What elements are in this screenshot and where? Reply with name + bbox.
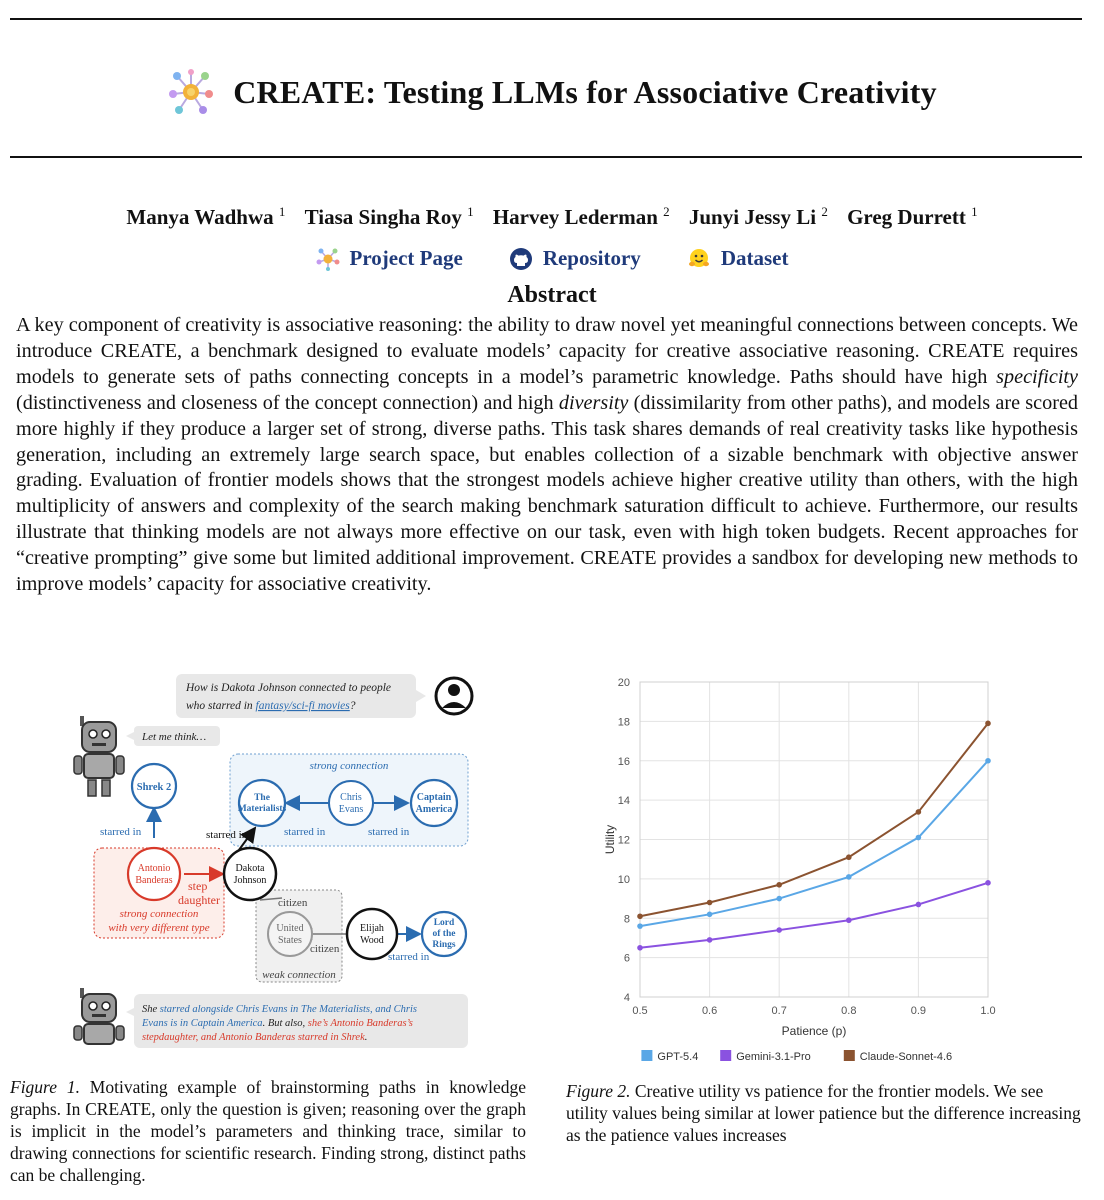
- author: [126, 205, 285, 229]
- project-page-label: Project Page: [349, 246, 463, 270]
- x-tick-label: 0.7: [771, 1005, 787, 1017]
- caption-text: Creative utility vs patience for the frontier models. We see utility values being similar at lower patience but the difference increasing as the patience values increases: [566, 1081, 1081, 1145]
- question-line-2: who starred in fantasy/sci-fi movies?: [186, 700, 356, 712]
- figure-1-knowledge-graph: [70, 650, 500, 1055]
- think-text: Let me think…: [142, 731, 207, 743]
- strong-connection-label: strong connection: [309, 760, 389, 772]
- svg-text:United: United: [276, 923, 304, 934]
- author-name: Harvey Lederman: [492, 205, 658, 229]
- affiliation-mark: 1: [971, 204, 978, 219]
- legend-swatch: [844, 1050, 855, 1061]
- robot-icon: [74, 988, 124, 1044]
- abstract-emphasis: specificity: [996, 365, 1078, 388]
- legend-label: GPT-5.4: [657, 1051, 699, 1062]
- svg-text:The: The: [254, 793, 270, 803]
- author-name: Tiasa Singha Roy: [304, 205, 462, 229]
- svg-text:Banderas: Banderas: [135, 875, 173, 886]
- legend-swatch: [641, 1050, 652, 1061]
- answer-line-1: She starred alongside Chris Evans in The Materialists, and Chris: [142, 1004, 417, 1015]
- y-tick-label: 12: [617, 834, 630, 847]
- abstract-segment: (dissimilarity from other paths), and models are scored more highly if they produce a larger set of strong, diverse paths. This task shares demands of real creativity tasks like hypothesis generation, including an extremely large search space, but enables collection of a sizable benchmark with objective answer grading. Evaluation of frontier models shows that the strongest models achieve higher creative utility than others, with the high multiplicity of answers and complexity of the search making benchmark saturation difficult to achieve. Furthermore, our results illustrate that thinking models are not always more effective on our task, even with high token budgets. Recent approaches for “creative prompting” give some but limited additional improvement. CREATE provides a sandbox for developing new methods to improve models’ capacity for associative creativity.: [16, 391, 1078, 596]
- node-antonio-banderas: [128, 848, 180, 900]
- dataset-link[interactable]: [687, 246, 789, 271]
- svg-text:Wood: Wood: [360, 935, 384, 946]
- author-name: Greg Durrett: [847, 205, 966, 229]
- figure-1-caption: [10, 1076, 526, 1186]
- edge-label: starred in: [206, 829, 248, 841]
- node-dakota-johnson: [224, 848, 276, 900]
- title-bottom-rule: [10, 156, 1082, 158]
- y-tick-label: 10: [617, 873, 630, 886]
- title-row: [0, 64, 1104, 120]
- x-tick-label: 0.9: [910, 1005, 927, 1017]
- svg-text:Evans: Evans: [338, 804, 364, 815]
- svg-text:Johnson: Johnson: [233, 875, 267, 886]
- svg-text:of the: of the: [432, 929, 456, 939]
- abstract-segment: A key component of creativity is associative reasoning: the ability to draw novel yet meaningful connections between concepts. We introduce CREATE, a benchmark designed to evaluate models’ capacity for creative associative reasoning. CREATE requires models to generate sets of paths connecting concepts in a model’s parametric knowledge. Paths should have high: [16, 314, 1078, 388]
- node-united-states: [268, 912, 312, 956]
- abstract-emphasis: diversity: [558, 391, 629, 414]
- affiliation-mark: 1: [467, 204, 474, 219]
- data-point: [707, 900, 713, 906]
- data-point: [846, 854, 852, 860]
- repository-link[interactable]: [509, 246, 641, 271]
- y-tick-label: 16: [617, 755, 630, 768]
- node-elijah-wood: [347, 909, 397, 959]
- data-point: [776, 927, 782, 933]
- author: [847, 205, 978, 229]
- hugging-face-icon: [687, 247, 711, 271]
- y-tick-label: 20: [617, 677, 630, 689]
- create-logo-icon: [316, 247, 340, 271]
- author: [493, 205, 670, 229]
- node-shrek: [132, 764, 176, 808]
- node-lord-of-the-rings: [422, 912, 466, 956]
- question-line-1: How is Dakota Johnson connected to people: [186, 682, 392, 694]
- node-the-materialists: [238, 780, 287, 826]
- caption-label: Figure 1.: [10, 1077, 80, 1097]
- abstract-text: [16, 313, 1078, 598]
- y-tick-label: 8: [623, 913, 630, 926]
- data-point: [707, 937, 713, 943]
- paper-links: [0, 246, 1104, 271]
- affiliation-mark: 1: [278, 204, 286, 219]
- create-logo-icon: [167, 68, 215, 116]
- svg-text:Rings: Rings: [432, 940, 456, 950]
- y-axis-label: Utility: [603, 824, 617, 855]
- strong-different-label-2: with very different type: [108, 922, 210, 934]
- edge-label: starred in: [284, 826, 326, 838]
- series-line: [640, 883, 988, 948]
- figure-2-caption: [566, 1080, 1082, 1146]
- x-tick-label: 0.6: [701, 1005, 718, 1017]
- svg-text:Elijah: Elijah: [360, 923, 384, 934]
- svg-text:Antonio: Antonio: [137, 863, 171, 874]
- project-page-link[interactable]: [316, 246, 463, 271]
- user-avatar-icon: [436, 678, 472, 714]
- data-point: [637, 945, 643, 951]
- legend-swatch: [720, 1050, 731, 1061]
- svg-text:America: America: [415, 804, 453, 815]
- svg-text:Shrek 2: Shrek 2: [136, 782, 172, 793]
- author-name: Junyi Jessy Li: [688, 205, 817, 229]
- legend-label: Gemini-3.1-Pro: [736, 1051, 811, 1062]
- data-point: [846, 917, 852, 923]
- svg-text:Dakota: Dakota: [235, 863, 265, 874]
- data-point: [846, 874, 852, 880]
- abstract-segment: (distinctiveness and closeness of the concept connection) and high: [16, 391, 559, 414]
- caption-text: Motivating example of brainstorming paths in knowledge graphs. In CREATE, only the question is given; reasoning over the graph is implicit in the model’s parameters and thinking trace, similar to drawing connections for scientific research. Finding strong, distinct paths can be challenging.: [10, 1077, 526, 1185]
- dataset-label: Dataset: [720, 246, 789, 270]
- edge-label: citizen: [310, 943, 340, 955]
- edge-label-daughter: daughter: [178, 893, 220, 907]
- top-rule: [10, 18, 1082, 20]
- svg-text:Lord: Lord: [433, 918, 455, 928]
- edge-label: citizen: [278, 897, 308, 909]
- node-captain-america: [411, 780, 457, 826]
- edge-label-step: step: [188, 879, 208, 893]
- svg-text:Chris: Chris: [340, 792, 362, 803]
- x-tick-label: 1.0: [980, 1005, 996, 1017]
- data-point: [916, 809, 922, 815]
- data-point: [707, 912, 713, 918]
- legend-label: Claude-Sonnet-4.6: [859, 1051, 953, 1062]
- author: [689, 205, 828, 229]
- figure-2-utility-chart: [598, 662, 1018, 1062]
- x-axis-label: Patience (p): [781, 1024, 847, 1038]
- data-point: [776, 896, 782, 902]
- repository-label: Repository: [542, 246, 641, 270]
- data-point: [637, 923, 643, 929]
- svg-text:States: States: [278, 935, 302, 946]
- data-point: [985, 721, 991, 727]
- data-point: [916, 835, 922, 841]
- y-tick-label: 14: [617, 795, 630, 808]
- author: [305, 205, 474, 229]
- affiliation-mark: 2: [821, 204, 828, 219]
- author-name: Manya Wadhwa: [126, 205, 274, 229]
- affiliation-mark: 2: [663, 204, 670, 219]
- data-point: [637, 913, 643, 919]
- robot-icon: [74, 716, 124, 796]
- y-tick-label: 6: [623, 952, 630, 965]
- abstract-heading: Abstract: [507, 282, 597, 308]
- data-point: [985, 758, 991, 764]
- edge-label: starred in: [100, 826, 142, 838]
- series-line: [640, 761, 988, 926]
- answer-line-3: stepdaughter, and Antonio Banderas starred in Shrek.: [142, 1032, 368, 1043]
- caption-label: Figure 2.: [566, 1081, 631, 1101]
- y-tick-label: 18: [617, 716, 630, 729]
- svg-text:Materialists: Materialists: [237, 804, 287, 814]
- weak-connection-label: weak connection: [262, 969, 336, 981]
- data-point: [985, 880, 991, 886]
- edge-label: starred in: [368, 826, 410, 838]
- edge-label: starred in: [388, 951, 430, 963]
- x-tick-label: 0.8: [841, 1005, 857, 1017]
- strong-different-label-1: strong connection: [119, 908, 199, 920]
- x-tick-label: 0.5: [632, 1005, 648, 1017]
- node-chris-evans: [329, 781, 373, 825]
- data-point: [776, 882, 782, 888]
- data-point: [916, 902, 922, 908]
- github-icon: [509, 247, 533, 271]
- svg-text:Captain: Captain: [416, 792, 452, 803]
- answer-line-2: Evans is in Captain America. But also, she’s Antonio Banderas’s: [142, 1018, 413, 1029]
- author-list: [0, 204, 1104, 230]
- paper-title: CREATE: Testing LLMs for Associative Creativity: [233, 73, 937, 110]
- y-tick-label: 4: [623, 992, 630, 1004]
